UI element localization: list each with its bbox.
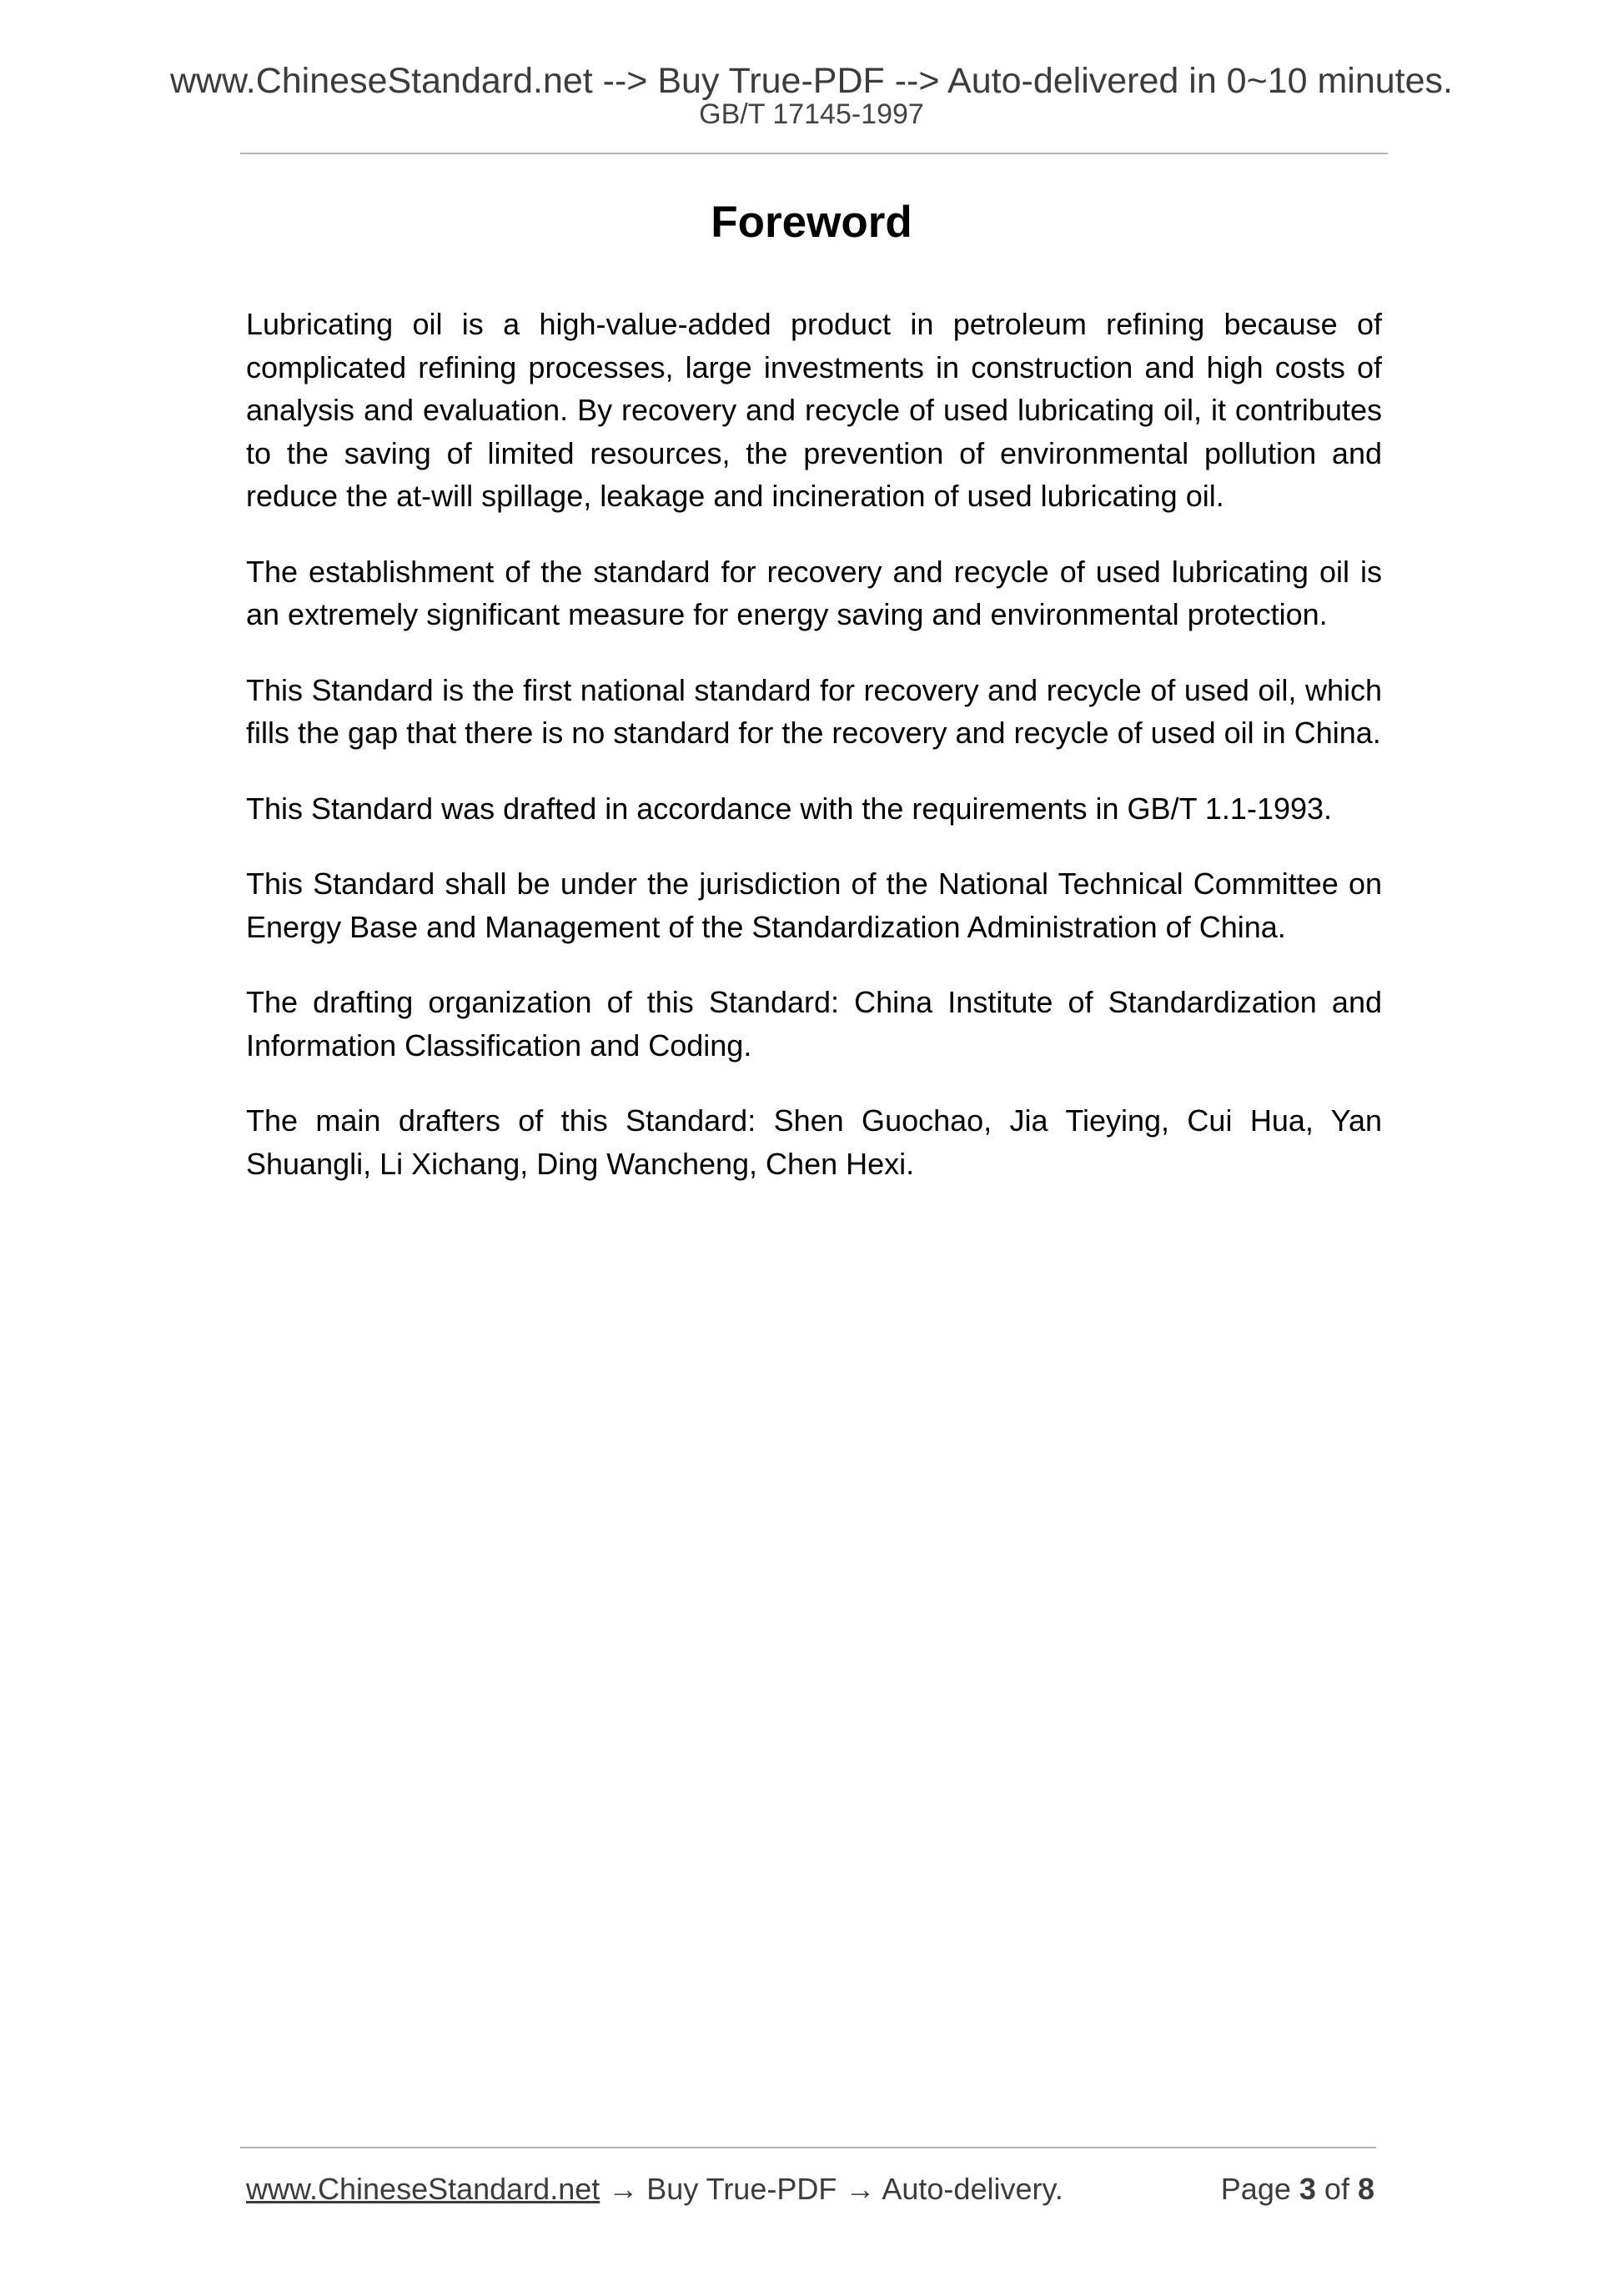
arrow-right-icon: →	[608, 2172, 639, 2206]
foreword-body	[246, 303, 1382, 1218]
document-code: GB/T 17145-1997	[699, 98, 924, 130]
arrow-right-icon: →	[845, 2172, 876, 2206]
page-title: Foreword	[711, 198, 912, 247]
page-label: Page	[1220, 2172, 1291, 2206]
footer-site-link[interactable]: www.ChineseStandard.net	[246, 2172, 600, 2206]
footer-step-delivery: Auto-delivery.	[882, 2172, 1063, 2206]
of-label: of	[1324, 2172, 1349, 2206]
paragraph: The establishment of the standard for recovery and recycle of used lubricating oil is an extremely significant measure for energy saving and environmental protection.	[246, 554, 1382, 631]
footer-divider	[240, 2147, 1376, 2148]
footer-promo	[246, 2171, 1063, 2207]
current-page: 3	[1299, 2172, 1316, 2206]
footer-step-buy: Buy True-PDF	[646, 2172, 837, 2206]
top-banner: www.ChineseStandard.net --> Buy True-PDF --> Auto-delivered in 0~10 minutes.	[169, 61, 1453, 101]
paragraph: The main drafters of this Standard: Shen Guochao, Jia Tieying, Cui Hua, Yan Shuangli, Li Xichang, Ding Wancheng, Chen Hexi.	[246, 1103, 1382, 1181]
paragraph: This Standard was drafted in accordance with the requirements in GB/T 1.1-1993.	[246, 791, 1333, 826]
paragraph: Lubricating oil is a high-value-added product in petroleum refining because of complicated refining processes, large investments in construction and high costs of analysis and evaluation. By recovery and recycle of used lubricating oil, it contributes to the saving of limited resources, the prevention of environmental pollution and reduce the at-will spillage, leakage and incineration of used lubricating oil.	[246, 307, 1382, 513]
paragraph: The drafting organization of this Standard: China Institute of Standardization and Information Classification and Coding.	[246, 985, 1382, 1063]
header-divider	[240, 153, 1388, 154]
paragraph: This Standard shall be under the jurisdiction of the National Technical Committee on Energy Base and Management of the Standardization Administration of China.	[246, 867, 1382, 944]
total-pages: 8	[1357, 2172, 1374, 2206]
page-number	[1221, 2171, 1374, 2207]
paragraph: This Standard is the first national standard for recovery and recycle of used oil, which fills the gap that there is no standard for the recovery and recycle of used oil in China.	[246, 672, 1382, 750]
